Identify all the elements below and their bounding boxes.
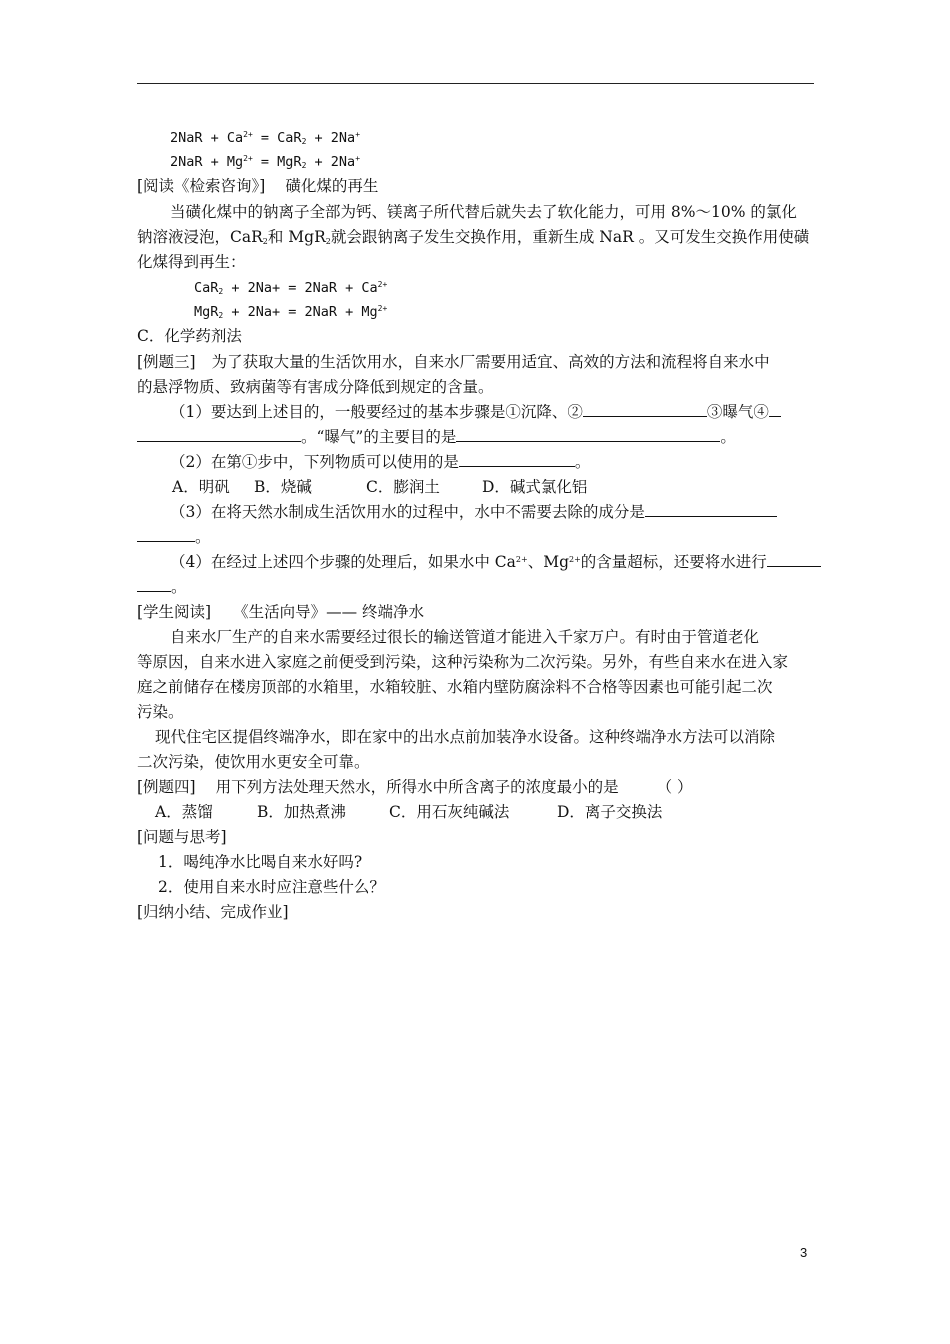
option-a[interactable]: A．蒸馏 — [155, 803, 213, 821]
question-2: （2）在第①步中，下列物质可以使用的是 。 — [170, 453, 591, 471]
answer-blank[interactable] — [137, 527, 195, 542]
equation-2: $2NaR + Mg^{2+} = MgR_2 + 2Na^+$ — [170, 154, 361, 170]
answer-blank[interactable] — [137, 427, 301, 442]
question-4: （4）在经过上述四个步骤的处理后，如果水中 $Ca^{2+}$、$Mg^{2+}$的含量超标，还要将水进行 — [170, 550, 847, 574]
question-3-cont: 。 — [137, 525, 814, 549]
student-reading-heading: [学生阅读] 《生活向导》—— 终端净水 — [137, 603, 425, 621]
think-question-1: 1．喝纯净水比喝自来水好吗? — [158, 853, 363, 871]
equation-3: $CaR_2 + 2Na+ = 2NaR + Ca^{2+}$ — [194, 280, 388, 296]
option-c[interactable]: C．用石灰纯碱法 — [389, 803, 510, 821]
option-a[interactable]: A．明矾 — [172, 478, 230, 496]
para2-line2: 二次污染，使饮用水更安全可靠。 — [137, 753, 370, 771]
option-d[interactable]: D．碱式氯化铝 — [482, 478, 588, 496]
option-d[interactable]: D．离子交换法 — [557, 803, 663, 821]
answer-blank[interactable] — [767, 552, 821, 567]
example4-options — [155, 800, 832, 824]
think-heading: [问题与思考] — [137, 828, 227, 846]
option-b[interactable]: B．加热煮沸 — [257, 803, 346, 821]
regen-para-line3: 化煤得到再生： — [137, 253, 246, 271]
para1-line4: 污染。 — [137, 703, 184, 721]
para2-line1: 现代住宅区提倡终端净水，即在家中的出水点前加装净水设备。这种终端净水方法可以消除 — [155, 728, 776, 746]
answer-blank[interactable] — [459, 452, 575, 467]
think-question-2: 2．使用自来水时应注意些什么？ — [158, 878, 385, 896]
question-3: （3）在将天然水制成生活饮用水的过程中，水中不需要去除的成分是 — [170, 500, 847, 524]
answer-blank[interactable] — [769, 402, 781, 417]
answer-blank[interactable] — [583, 402, 707, 417]
question-4-cont: 。 — [137, 575, 814, 599]
reading-heading: [阅读《检索咨询》] 磺化煤的再生 — [137, 177, 379, 195]
para1-line1: 自来水厂生产的自来水需要经过很长的输送管道才能进入千家万户。有时由于管道老化 — [170, 628, 760, 646]
section-c-heading: C．化学药剂法 — [137, 327, 242, 345]
summary-heading: [归纳小结、完成作业] — [137, 903, 289, 921]
example3-line1: [例题三] 为了获取大量的生活饮用水，自来水厂需要用适宜、高效的方法和流程将自来水中 — [137, 353, 770, 371]
regen-para-line2: 钠溶液浸泡，CaR$_2$和 MgR$_2$就会跟钠离子发生交换作用，重新生成 NaR 。又可发生交换作用使磺 — [137, 228, 810, 246]
answer-blank[interactable] — [137, 577, 171, 592]
example3-line2: 的悬浮物质、致病菌等有害成分降低到规定的含量。 — [137, 378, 494, 396]
para1-line2: 等原因，自来水进入家庭之前便受到污染，这种污染称为二次污染。另外，有些自来水在进入家 — [137, 653, 789, 671]
regen-para-line1: 当磺化煤中的钠离子全部为钙、镁离子所代替后就失去了软化能力，可用 8%～10% 的氯化 — [170, 203, 797, 221]
option-b[interactable]: B．烧碱 — [254, 478, 312, 496]
page-number: 3 — [800, 1245, 808, 1260]
answer-blank[interactable] — [645, 502, 777, 517]
para1-line3: 庭之前储存在楼房顶部的水箱里，水箱较脏、水箱内壁防腐涂料不合格等因素也可能引起二次 — [137, 678, 773, 696]
question-1-line2: 。“曝气”的主要目的是 。 — [137, 425, 814, 449]
example4-question: [例题四] 用下列方法处理天然水，所得水中所含离子的浓度最小的是 （ ） — [137, 778, 693, 796]
equation-4: $MgR_2 + 2Na+ = 2NaR + Mg^{2+}$ — [194, 304, 388, 320]
option-c[interactable]: C．膨润土 — [366, 478, 440, 496]
equation-1: $2NaR + Ca^{2+} = CaR_2 + 2Na^+$ — [170, 130, 361, 146]
question-1-line1: （1）要达到上述目的，一般要经过的基本步骤是①沉降、② ③曝气④ — [170, 400, 847, 424]
question-2-options — [172, 475, 849, 499]
header-rule — [137, 83, 814, 84]
answer-blank[interactable] — [456, 427, 720, 442]
